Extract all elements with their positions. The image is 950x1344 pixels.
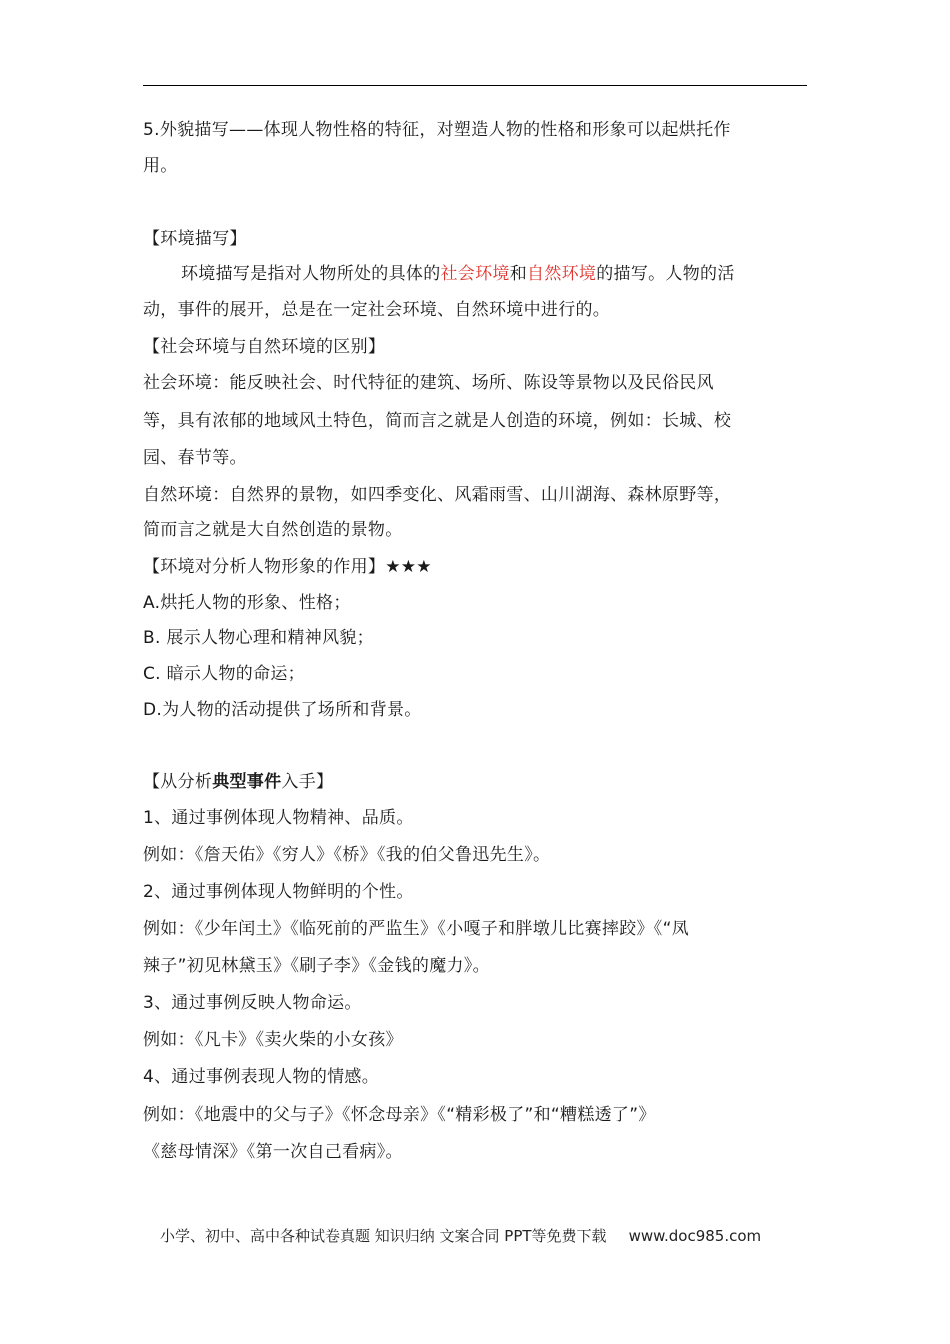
natural-env-line-2: 简而言之就是大自然创造的景物。	[143, 520, 403, 540]
env-desc-and: 和	[509, 264, 528, 284]
page-footer	[160, 1226, 761, 1246]
events-heading-b: 入手】	[281, 772, 334, 792]
env-desc-heading: 【环境描写】	[143, 229, 247, 249]
social-env-line-1: 社会环境：能反映社会、时代特征的建筑、场所、陈设等景物以及民俗民风	[143, 373, 714, 393]
env-desc-text-a: 环境描写是指对人物所处的具体的	[181, 264, 441, 284]
env-desc-paragraph-line-2: 动，事件的展开，总是在一定社会环境、自然环境中进行的。	[143, 300, 611, 320]
env-desc-text-b: 的描写。人物的活	[596, 264, 735, 284]
events-heading	[143, 771, 333, 793]
social-env-line-3: 园、春节等。	[143, 448, 247, 468]
events-example-1: 例如：《詹天佑》《穷人》《桥》《我的伯父鲁迅先生》。	[143, 845, 551, 865]
events-example-3: 例如：《凡卡》《卖火柴的小女孩》	[143, 1030, 403, 1050]
events-point-3: 3、通过事例反映人物命运。	[143, 993, 362, 1013]
social-env-line-2: 等，具有浓郁的地域风土特色，简而言之就是人创造的环境，例如：长城、校	[143, 411, 732, 431]
env-diff-heading: 【社会环境与自然环境的区别】	[143, 337, 386, 357]
events-example-2-line-1: 例如：《少年闰土》《临死前的严监生》《小嘎子和胖墩儿比赛摔跤》《“凤	[143, 919, 690, 939]
appearance-line-2: 用。	[143, 156, 178, 176]
env-role-item-a: A.烘托人物的形象、性格；	[143, 593, 351, 613]
events-heading-bold: 典型事件	[212, 772, 282, 792]
events-example-4-line-2: 《慈母情深》《第一次自己看病》。	[143, 1142, 403, 1162]
natural-env-highlight: 自然环境	[527, 264, 597, 284]
appearance-line-1: 5.外貌描写——体现人物性格的特征，对塑造人物的性格和形象可以起烘托作	[143, 120, 731, 140]
events-heading-a: 【从分析	[143, 772, 213, 792]
events-point-2: 2、通过事例体现人物鲜明的个性。	[143, 882, 414, 902]
events-example-4-line-1: 例如：《地震中的父与子》《怀念母亲》《“精彩极了”和“糟糕透了”》	[143, 1105, 656, 1125]
env-role-item-d: D.为人物的活动提供了场所和背景。	[143, 700, 422, 720]
env-role-heading: 【环境对分析人物形象的作用】★★★	[143, 557, 432, 577]
social-env-highlight: 社会环境	[440, 264, 510, 284]
env-desc-paragraph-line-1	[181, 263, 735, 285]
env-role-item-c: C. 暗示人物的命运；	[143, 664, 305, 684]
events-point-1: 1、通过事例体现人物精神、品质。	[143, 808, 414, 828]
events-example-2-line-2: 辣子”初见林黛玉》《刷子李》《金钱的魔力》。	[143, 956, 490, 976]
natural-env-line-1: 自然环境：自然界的景物，如四季变化、风霜雨雪、山川湖海、森林原野等，	[143, 485, 732, 505]
events-point-4: 4、通过事例表现人物的情感。	[143, 1067, 380, 1087]
env-role-item-b: B. 展示人物心理和精神风貌；	[143, 628, 374, 648]
footer-url[interactable]: www.doc985.com	[628, 1227, 762, 1245]
header-rule	[143, 85, 807, 86]
footer-text: 小学、初中、高中各种试卷真题 知识归纳 文案合同 PPT等免费下载	[160, 1227, 607, 1245]
